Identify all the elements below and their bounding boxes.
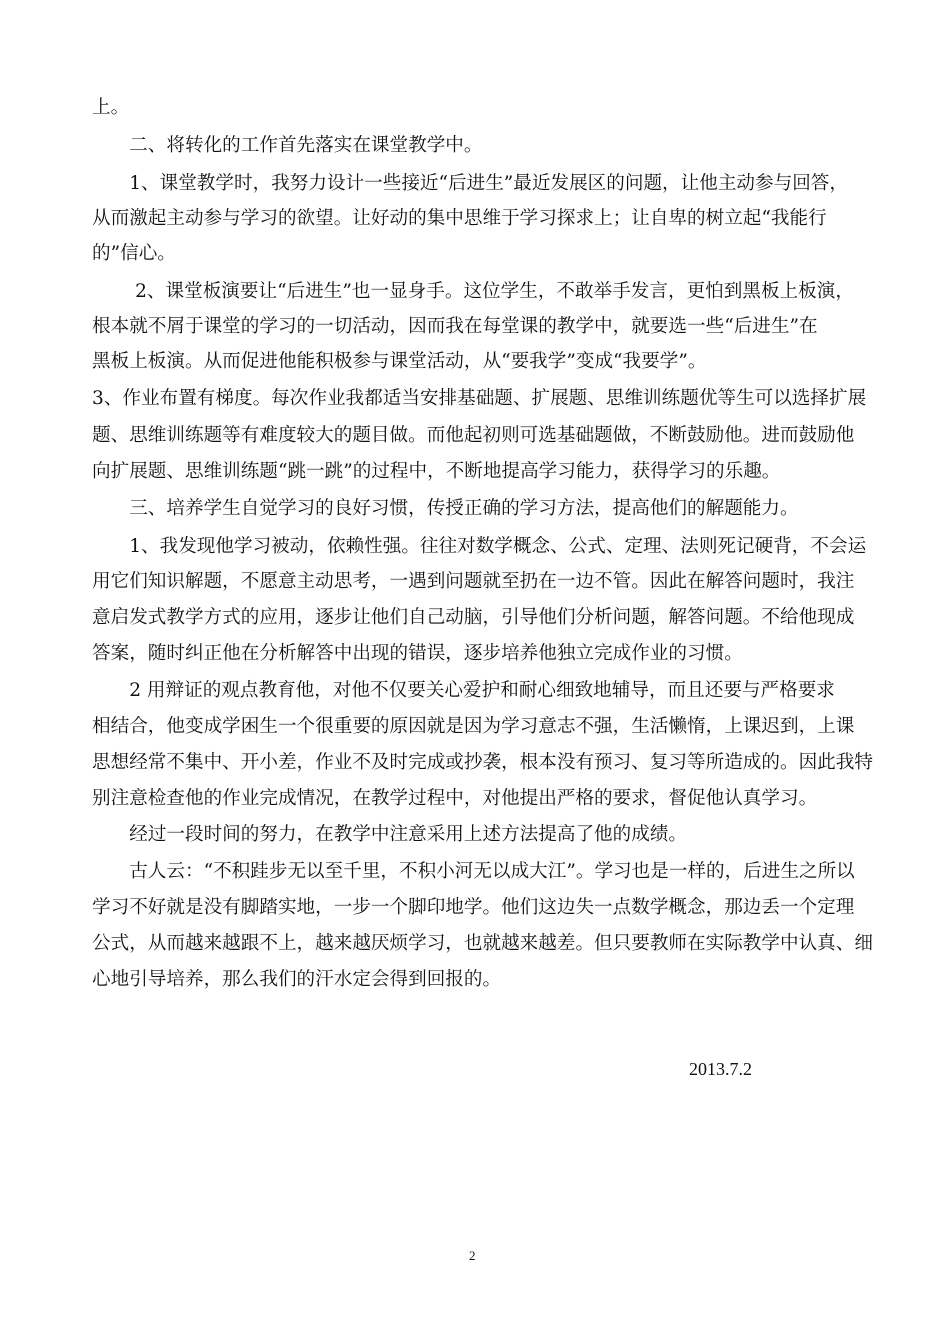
paragraph-line: 1、我发现他学习被动，依赖性强。往往对数学概念、公式、定理、法则死记硬背，不会运 <box>92 536 867 557</box>
paragraph-line: 从而激起主动参与学习的欲望。让好动的集中思维于学习探求上；让自卑的树立起“我能行 <box>92 208 827 229</box>
paragraph-line: 黑板上板演。从而促进他能积极参与课堂活动，从“要我学”变成“我要学”。 <box>92 351 707 372</box>
paragraph-line: 经过一段时间的努力，在教学中注意采用上述方法提高了他的成绩。 <box>92 824 688 845</box>
paragraph-line: 1、课堂教学时，我努力设计一些接近“后进生”最近发展区的问题，让他主动参与回答， <box>92 173 848 194</box>
paragraph-line: 向扩展题、思维训练题“跳一跳”的过程中，不断地提高学习能力，获得学习的乐趣。 <box>92 461 781 482</box>
paragraph-line: 题、思维训练题等有难度较大的题目做。而他起初则可选基础题做，不断鼓励他。进而鼓励他 <box>92 425 855 446</box>
paragraph-line: 3、作业布置有梯度。每次作业我都适当安排基础题、扩展题、思维训练题优等生可以选择扩展 <box>92 388 867 409</box>
paragraph-line: 上。 <box>92 97 130 118</box>
document-date: 2013.7.2 <box>689 1059 752 1079</box>
paragraph-line: 心地引导培养，那么我们的汗水定会得到回报的。 <box>92 969 502 990</box>
section-heading: 三、培养学生自觉学习的良好习惯，传授正确的学习方法，提高他们的解题能力。 <box>92 498 799 519</box>
paragraph-line: 学习不好就是没有脚踏实地，一步一个脚印地学。他们这边失一点数学概念，那边丢一个定理 <box>92 897 855 918</box>
paragraph-line: 意启发式教学方式的应用，逐步让他们自己动脑，引导他们分析问题，解答问题。不给他现成 <box>92 607 855 628</box>
paragraph-line: 相结合，他变成学困生一个很重要的原因就是因为学习意志不强，生活懒惰，上课迟到，上课 <box>92 716 855 737</box>
page-number: 2 <box>469 1248 476 1263</box>
paragraph-line: 古人云：“不积跬步无以至千里，不积小河无以成大江”。学习也是一样的，后进生之所以 <box>92 861 855 882</box>
paragraph-line: 别注意检查他的作业完成情况，在教学过程中，对他提出严格的要求，督促他认真学习。 <box>92 788 818 809</box>
paragraph-line: 根本就不屑于课堂的学习的一切活动，因而我在每堂课的教学中，就要选一些“后进生”在 <box>92 316 818 337</box>
paragraph-line: 2、课堂板演要让“后进生”也一显身手。这位学生，不敢举手发言，更怕到黑板上板演， <box>92 281 854 302</box>
paragraph-line: 思想经常不集中、开小差，作业不及时完成或抄袭，根本没有预习、复习等所造成的。因此我特 <box>92 752 873 773</box>
paragraph-line: 的”信心。 <box>92 243 176 264</box>
paragraph-line: 答案，随时纠正他在分析解答中出现的错误，逐步培养他独立完成作业的习惯。 <box>92 643 743 664</box>
section-heading: 二、将转化的工作首先落实在课堂教学中。 <box>92 135 483 156</box>
paragraph-line: 公式，从而越来越跟不上，越来越厌烦学习，也就越来越差。但只要教师在实际教学中认真、细 <box>92 933 873 954</box>
paragraph-line: 用它们知识解题，不愿意主动思考，一遇到问题就至扔在一边不管。因此在解答问题时，我注 <box>92 571 855 592</box>
paragraph-line: 2 用辩证的观点教育他，对他不仅要关心爱护和耐心细致地辅导，而且还要与严格要求 <box>92 680 835 701</box>
